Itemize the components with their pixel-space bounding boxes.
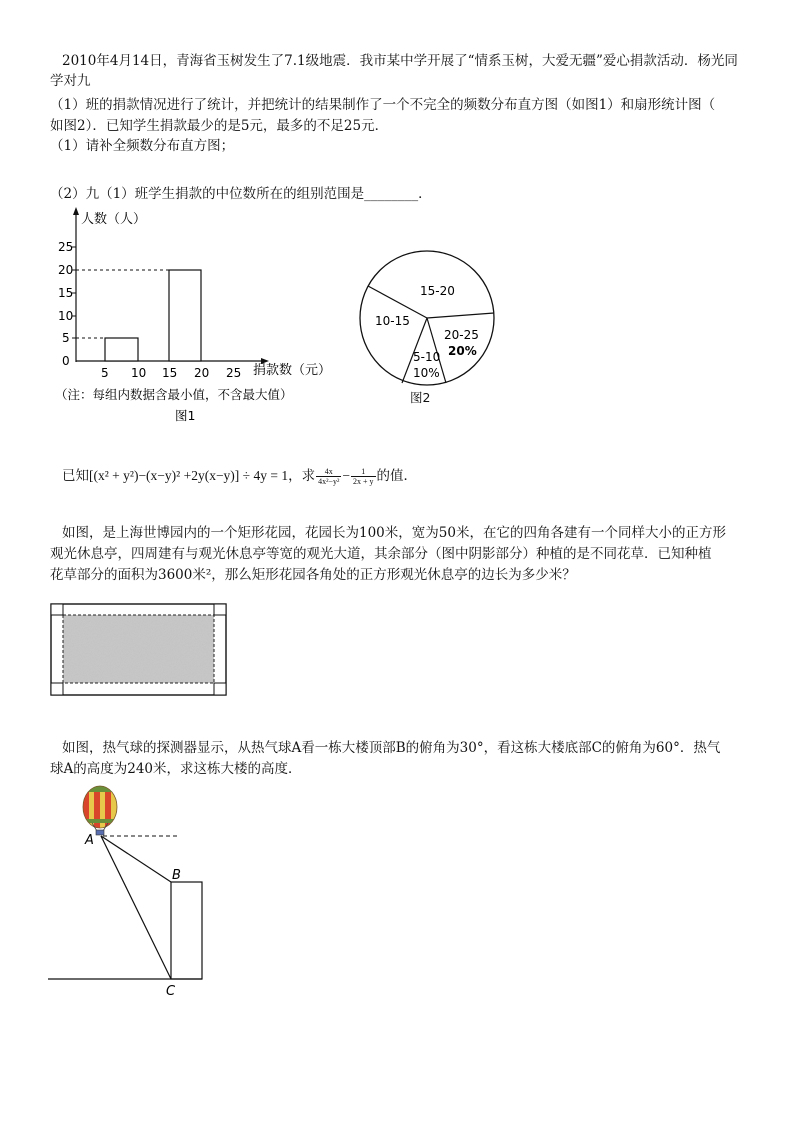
x-tick-label: 20 <box>194 366 210 380</box>
corner-pavilion <box>51 683 63 695</box>
sight-line-ab <box>101 836 171 882</box>
label-c: C <box>166 984 176 998</box>
x-tick-label: 15 <box>162 366 178 380</box>
problem2-mid: ，求 <box>288 468 316 483</box>
pie-label-10pct: 10% <box>413 366 440 380</box>
histogram-figure <box>55 203 335 423</box>
y-axis-label: 人数（人） <box>81 212 147 227</box>
y-tick-label: 15 <box>58 286 74 300</box>
hot-air-balloon-icon <box>81 785 121 835</box>
figure2-caption: 图2 <box>410 390 431 405</box>
x-axis-label: 捐款数（元） <box>253 363 332 378</box>
pie-label-10-15: 10-15 <box>375 314 410 328</box>
problem1-line2: 学对九 <box>50 73 91 89</box>
bar-5-10 <box>105 338 138 361</box>
corner-pavilion <box>214 683 226 695</box>
histogram-note: （注：每组内数据含最小值，不含最大值） <box>55 387 293 402</box>
x-tick-label: 10 <box>131 366 147 380</box>
y-axis-arrow <box>73 207 79 215</box>
problem2-expression: [(x² + y²)−(x−y)² +2y(x−y)] ÷ 4y = 1 <box>89 468 289 483</box>
problem4-line1: 如图，热气球的探测器显示，从热气球A看一栋大楼顶部B的俯角为30°，看这栋大楼底部C的俯角为60°．热气 <box>62 740 721 756</box>
pie-label-20pct: 20% <box>448 344 477 358</box>
y-tick-label: 20 <box>58 263 74 277</box>
corner-pavilion <box>214 604 226 615</box>
y-tick-label: 10 <box>58 309 74 323</box>
label-a: A <box>85 833 94 848</box>
problem2-line: 已知[(x² + y²)−(x−y)² +2y(x−y)] ÷ 4y = 1，求 $\frac{4x}{\text{4x²−y²}}$ − $\frac{1}{2x + y}$ 的值． <box>62 467 418 487</box>
x-tick-label: 25 <box>226 366 242 380</box>
y-tick-label: 25 <box>58 240 74 254</box>
problem1-line4: 如图2）．已知学生捐款最少的是5元，最多的不足25元． <box>50 118 389 134</box>
pie-label-20-25: 20-25 <box>444 328 479 342</box>
pie-label-5-10: 5-10 <box>413 350 441 364</box>
y-tick-label: 5 <box>62 331 70 345</box>
problem2-prefix: 已知 <box>62 468 89 483</box>
building <box>171 882 202 979</box>
figure1-caption: 图1 <box>175 408 196 423</box>
label-b: B <box>172 868 181 883</box>
problem3-line3: 花草部分的面积为3600米²，那么矩形花园各角处的正方形观光休息亭的边长为多少米？ <box>50 567 576 583</box>
bar-15-20 <box>169 270 201 361</box>
y-tick-label: 0 <box>62 354 70 368</box>
problem1-question2: （2）九（1）班学生捐款的中位数所在的组别范围是________． <box>50 186 432 202</box>
sight-line-ac <box>101 836 171 979</box>
fraction-1: $\frac{1}{2x + y}$ <box>353 467 374 487</box>
corner-pavilion <box>51 604 63 615</box>
problem3-line2: 观光休息亭，四周建有与观光休息亭等宽的观光大道，其余部分（图中阴影部分）种植的是不同花草．已知种植 <box>50 546 712 562</box>
problem2-suffix: 的值． <box>376 468 418 483</box>
problem4-line2: 球A的高度为240米，求这栋大楼的高度． <box>50 761 302 777</box>
x-tick-label: 5 <box>101 366 109 380</box>
pie-figure <box>352 243 512 403</box>
problem1-question1: （1）请补全频数分布直方图； <box>50 138 235 154</box>
problem3-line1: 如图，是上海世博园内的一个矩形花园，花园长为100米，宽为50米，在它的四角各建有一个同样大小的正方形 <box>62 525 726 541</box>
problem1-line1: 2010年4月14日，青海省玉树发生了7.1级地震．我市某中学开展了“情系玉树，大爱无疆”爱心捐款活动．杨光同 <box>62 53 738 69</box>
garden-figure <box>47 601 232 703</box>
problem1-line3: （1）班的捐款情况进行了统计，并把统计的结果制作了一个不完全的频数分布直方图（如图1）和扇形统计图（ <box>50 97 716 113</box>
pie-label-15-20: 15-20 <box>420 284 455 298</box>
balloon-figure <box>45 783 235 998</box>
fraction-4x: $\frac{4x}{\text{4x²−y²}}$ <box>318 467 340 487</box>
